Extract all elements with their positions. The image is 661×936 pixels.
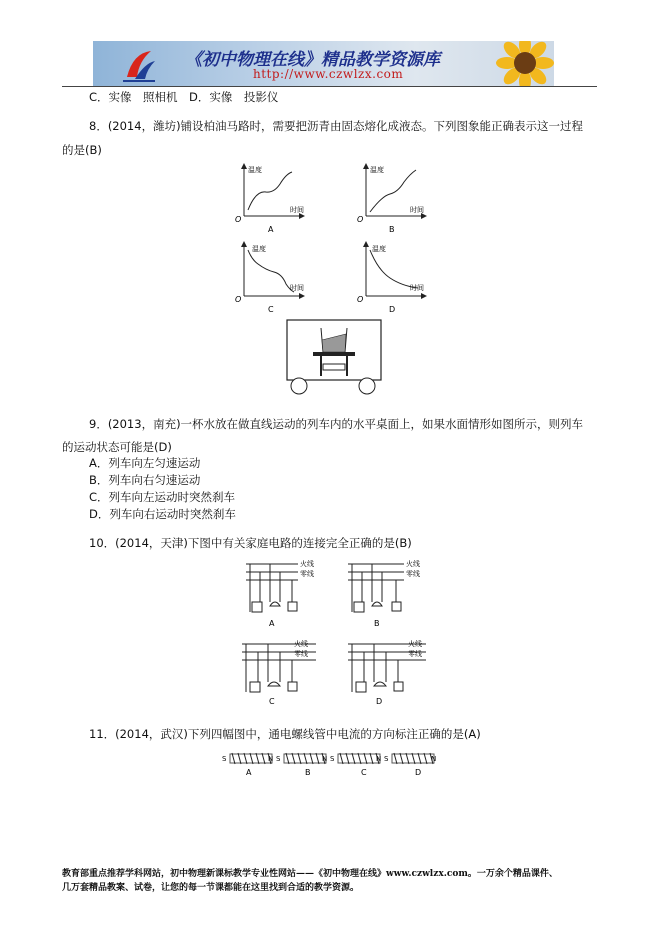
- q8-d-y-label: 温度: [372, 245, 386, 253]
- q10-a-fire: 火线: [300, 560, 314, 568]
- q11-b-left-pole: S: [276, 755, 281, 763]
- q11-a-right-pole: N: [268, 755, 274, 763]
- q10-circuits-figure: [236, 556, 436, 706]
- q8-c-label: C: [268, 305, 274, 314]
- q8-a-origin: O: [235, 215, 242, 224]
- q11-c-left-pole: S: [330, 755, 335, 763]
- q11-a-left-pole: S: [222, 755, 227, 763]
- q10-circuit-c: [242, 639, 316, 706]
- banner-url[interactable]: http://www.czwlzx.com: [253, 67, 404, 81]
- q10-stem: 10．(2014，天津)下图中有关家庭电路的连接完全正确的是(B): [89, 536, 412, 550]
- q10-circuit-a: [246, 559, 314, 628]
- q9-option-c: C．列车向左运动时突然刹车: [89, 490, 236, 504]
- q9-train-figure: [285, 318, 385, 396]
- q10-b-label: B: [374, 619, 380, 628]
- q10-d-neutral: 零线: [408, 650, 422, 658]
- logo-icon: [121, 47, 157, 83]
- q8-c-x-label: 时间: [290, 284, 304, 292]
- q8-graphs-figure: [232, 160, 428, 318]
- q8-stem-line-2: 的是(B): [62, 143, 102, 157]
- header-banner: [93, 41, 554, 86]
- q8-d-x-label: 时间: [410, 284, 424, 292]
- q11-c-right-pole: N: [376, 755, 382, 763]
- q10-d-label: D: [376, 697, 383, 706]
- q11-solenoids-figure: [222, 752, 442, 778]
- q8-graph-d: [357, 242, 426, 314]
- q10-d-fire: 火线: [408, 640, 422, 648]
- q8-stem-line-1: 8．(2014，潍坊)铺设柏油马路时，需要把沥青由固态熔化成液态。下列图象能正确表示这一过程: [89, 119, 584, 133]
- q10-c-neutral: 零线: [294, 650, 308, 658]
- q11-d-left-pole: S: [384, 755, 389, 763]
- banner-title: 《初中物理在线》精品教学资源库: [185, 50, 440, 70]
- q9-option-a: A．列车向左匀速运动: [89, 456, 201, 470]
- q8-a-y-label: 温度: [248, 166, 262, 174]
- q8-d-origin: O: [357, 295, 364, 304]
- q9-stem-line-1: 9．(2013，南充)一杯水放在做直线运动的列车内的水平桌面上，如果水面情形如图所示，则列车: [89, 417, 584, 431]
- q9-option-d: D．列车向右运动时突然刹车: [89, 507, 236, 521]
- q11-stem: 11．(2014，武汉)下列四幅图中，通电螺线管中电流的方向标注正确的是(A): [89, 727, 481, 741]
- q8-b-y-label: 温度: [370, 166, 384, 174]
- q11-solenoid-b: [276, 753, 327, 777]
- q8-c-y-label: 温度: [252, 245, 266, 253]
- q11-solenoid-c: [330, 753, 381, 777]
- q8-d-label: D: [389, 305, 396, 314]
- q10-b-neutral: 零线: [406, 570, 420, 578]
- q8-b-origin: O: [357, 215, 364, 224]
- q8-c-origin: O: [235, 295, 242, 304]
- q10-a-neutral: 零线: [300, 570, 314, 578]
- q11-solenoid-d: [384, 753, 436, 777]
- footer-line-2: 几万套精品教案、试卷，让您的每一节课都能在这里找到合适的教学资源。: [62, 883, 360, 893]
- footer-line-1: 教育部重点推荐学科网站，初中物理新课标教学专业性网站——《初中物理在线》www.czwlzx.com。一万余个精品课件、: [62, 869, 558, 879]
- sunflower-icon: [493, 41, 554, 86]
- q11-d-right-pole: N: [431, 755, 437, 763]
- q10-c-fire: 火线: [294, 640, 308, 648]
- q10-a-label: A: [269, 619, 275, 628]
- q8-b-label: B: [389, 225, 395, 234]
- q11-b-label: B: [305, 768, 311, 777]
- q11-b-right-pole: N: [322, 755, 328, 763]
- q9-option-b: B．列车向右匀速运动: [89, 473, 201, 487]
- header-rule: [62, 86, 597, 87]
- q11-c-label: C: [361, 768, 367, 777]
- q8-graph-a: [235, 164, 304, 234]
- q10-circuit-d: [348, 639, 426, 706]
- q10-circuit-b: [348, 559, 420, 628]
- q7-options-cd: C．实像 照相机 D．实像 投影仪: [89, 90, 279, 104]
- q8-a-label: A: [268, 225, 274, 234]
- q8-graph-c: [235, 242, 304, 314]
- q8-graph-b: [357, 164, 426, 234]
- q10-b-fire: 火线: [406, 560, 420, 568]
- q11-a-label: A: [246, 768, 252, 777]
- q8-b-x-label: 时间: [410, 206, 424, 214]
- q9-stem-line-2: 的运动状态可能是(D): [62, 440, 172, 454]
- q10-c-label: C: [269, 697, 275, 706]
- q8-a-x-label: 时间: [290, 206, 304, 214]
- q11-solenoid-a: [222, 753, 273, 777]
- q11-d-label: D: [415, 768, 422, 777]
